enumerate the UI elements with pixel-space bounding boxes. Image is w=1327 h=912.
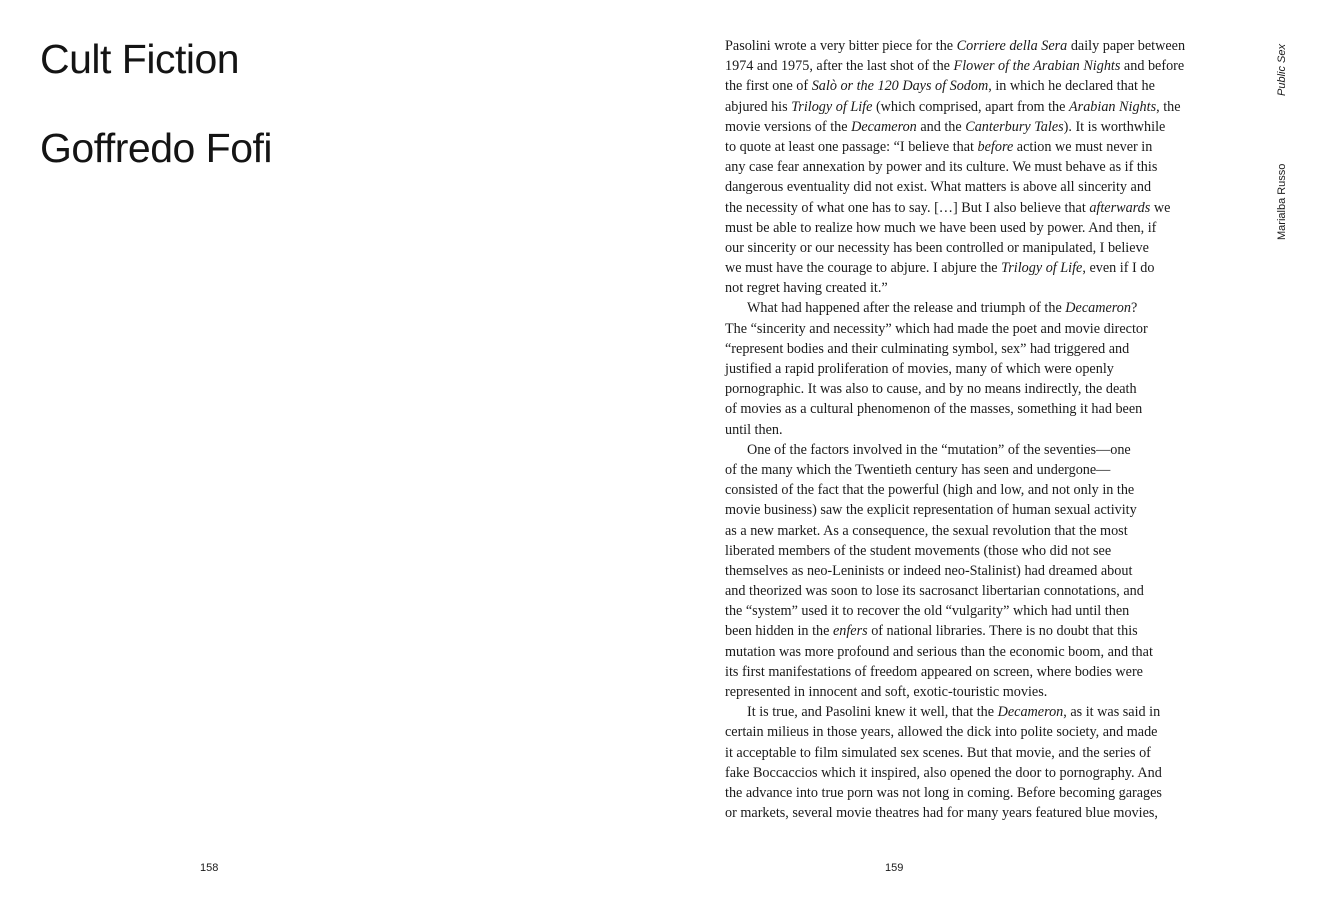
text-line (725, 339, 1205, 359)
text-line (725, 500, 1205, 520)
text-segment: action we must never in (1013, 138, 1153, 155)
text-segment: The “sincerity and necessity” which had made the poet and movie director (725, 320, 1148, 337)
text-segment: , even if I do (1082, 260, 1155, 277)
text-line (725, 238, 1205, 258)
left-page (0, 0, 663, 912)
text-segment: represented in innocent and soft, exotic-touristic movies. (725, 684, 1048, 700)
text-line (725, 621, 1205, 641)
text-line (725, 561, 1205, 581)
text-segment: to quote at least one passage: “I believe that (725, 138, 978, 155)
text-line (725, 521, 1205, 541)
text-segment: daily paper between (1067, 38, 1186, 54)
text-line (725, 743, 1205, 763)
text-line (725, 258, 1205, 278)
page-number-left: 158 (200, 862, 219, 874)
italic-text: Flower of the Arabian Nights (953, 58, 1121, 75)
text-line (725, 702, 1205, 722)
text-line (725, 480, 1205, 500)
italic-text: afterwards (1089, 199, 1151, 216)
text-segment: , as it was said in (1063, 704, 1161, 721)
text-line (725, 601, 1205, 621)
italic-text: Arabian Nights (1069, 98, 1157, 115)
text-line (725, 218, 1205, 238)
text-segment: been hidden in the (725, 623, 833, 640)
text-segment: One of the factors involved in the “mutation” of the seventies—one (747, 441, 1131, 458)
italic-text: Canterbury Tales (965, 118, 1064, 135)
running-header-section: Public Sex (1276, 44, 1288, 96)
text-segment: the “system” used it to recover the old “vulgarity” which had until then (725, 603, 1130, 620)
text-line (725, 420, 1205, 440)
text-line (725, 440, 1205, 460)
italic-text: Corriere della Sera (956, 38, 1068, 54)
italic-text: Trilogy of Life (1001, 260, 1083, 277)
text-line (725, 177, 1205, 197)
text-line (725, 198, 1205, 218)
text-segment: the first one of (725, 78, 812, 95)
text-segment: fake Boccaccios which it inspired, also opened the door to pornography. And (725, 764, 1162, 781)
text-segment: or markets, several movie theatres had for many years featured blue movies, (725, 805, 1158, 822)
italic-text: enfers (832, 623, 868, 640)
text-segment: dangerous eventuality did not exist. What matters is above all sincerity and (725, 179, 1152, 196)
right-page (663, 0, 1327, 912)
text-segment: must be able to realize how much we have been used by power. And then, if (725, 219, 1157, 236)
text-line (725, 581, 1205, 601)
italic-text: before (977, 138, 1014, 155)
text-segment: mutation was more profound and serious than the economic boom, and that (725, 643, 1153, 660)
text-segment: until then. (725, 421, 783, 438)
text-segment: as a new market. As a consequence, the sexual revolution that the most (725, 522, 1128, 539)
text-segment: any case fear annexation by power and its culture. We must behave as if this (725, 159, 1158, 176)
text-segment: justified a rapid proliferation of movies, many of which were openly (725, 361, 1114, 377)
text-segment: (which comprised, apart from the (872, 98, 1069, 115)
text-segment: consisted of the fact that the powerful (high and low, and not only in the (725, 482, 1135, 499)
text-line (725, 460, 1205, 480)
text-line (725, 359, 1205, 379)
italic-text: Salò or the 120 Days of Sodom (811, 78, 989, 95)
text-line (725, 783, 1205, 803)
chapter-author: Goffredo Fofi (40, 125, 273, 171)
text-segment: What had happened after the release and triumph of the (747, 300, 1066, 317)
text-segment: themselves as neo-Leninists or indeed neo-Stalinist) had dreamed about (725, 562, 1133, 579)
text-segment: we must have the courage to abjure. I abjure the (725, 260, 1002, 277)
text-segment: and the (916, 118, 966, 135)
text-line (725, 763, 1205, 783)
text-segment: we (1150, 199, 1171, 216)
text-line (725, 117, 1205, 137)
text-line (725, 682, 1205, 702)
text-segment: , the (1156, 98, 1181, 115)
text-segment: the advance into true porn was not long in coming. Before becoming garages (725, 784, 1162, 801)
text-segment: the necessity of what one has to say. […] But I also believe that (725, 199, 1090, 216)
text-line (725, 662, 1205, 682)
text-segment: it acceptable to film simulated sex scenes. But that movie, and the series of (725, 744, 1151, 761)
text-segment: certain milieus in those years, allowed the dick into polite society, and made (725, 724, 1158, 741)
text-segment: and theorized was soon to lose its sacrosanct libertarian connotations, and (725, 583, 1144, 600)
text-line (725, 36, 1205, 56)
page-number-right: 159 (885, 862, 904, 874)
text-segment: Pasolini wrote a very bitter piece for the (725, 38, 957, 54)
text-segment: liberated members of the student movements (those who did not see (725, 542, 1112, 559)
text-line (725, 399, 1205, 419)
text-line (725, 298, 1205, 318)
text-segment: ? (1130, 300, 1138, 317)
text-line (725, 278, 1205, 298)
text-segment: its first manifestations of freedom appeared on screen, where bodies were (725, 663, 1143, 680)
text-segment: abjured his (725, 98, 792, 115)
text-segment: pornographic. It was also to cause, and by no means indirectly, the death (725, 381, 1137, 398)
chapter-title: Cult Fiction (40, 36, 240, 82)
text-line (725, 541, 1205, 561)
text-line (725, 319, 1205, 339)
text-segment: and before (1120, 58, 1185, 75)
italic-text: Decameron (997, 704, 1064, 721)
text-segment: movie business) saw the explicit representation of human sexual activity (725, 502, 1137, 519)
text-segment: of national libraries. There is no doubt that this (867, 623, 1138, 640)
text-line (725, 97, 1205, 117)
running-header-author: Marialba Russo (1276, 163, 1288, 240)
text-line (725, 379, 1205, 399)
text-segment: of movies as a cultural phenomenon of the masses, something it had been (725, 401, 1143, 418)
text-segment: 1974 and 1975, after the last shot of the (725, 58, 954, 75)
text-line (725, 157, 1205, 177)
text-segment: our sincerity or our necessity has been controlled or manipulated, I believe (725, 239, 1149, 256)
italic-text: Trilogy of Life (791, 98, 873, 115)
text-segment: not regret having created it.” (725, 280, 888, 297)
text-line (725, 56, 1205, 76)
text-segment: It is true, and Pasolini knew it well, that the (747, 704, 998, 721)
text-segment: ). It is worthwhile (1063, 118, 1166, 135)
text-line (725, 642, 1205, 662)
text-line (725, 137, 1205, 157)
text-segment: “represent bodies and their culminating symbol, sex” had triggered and (725, 340, 1130, 357)
italic-text: Decameron (851, 118, 917, 135)
body-text (725, 36, 1205, 823)
text-line (725, 722, 1205, 742)
text-segment: movie versions of the (725, 118, 852, 135)
text-segment: of the many which the Twentieth century has seen and undergone— (725, 461, 1111, 478)
text-segment: , in which he declared that he (988, 78, 1155, 95)
text-line (725, 803, 1205, 823)
text-line (725, 76, 1205, 96)
italic-text: Decameron (1065, 300, 1131, 317)
